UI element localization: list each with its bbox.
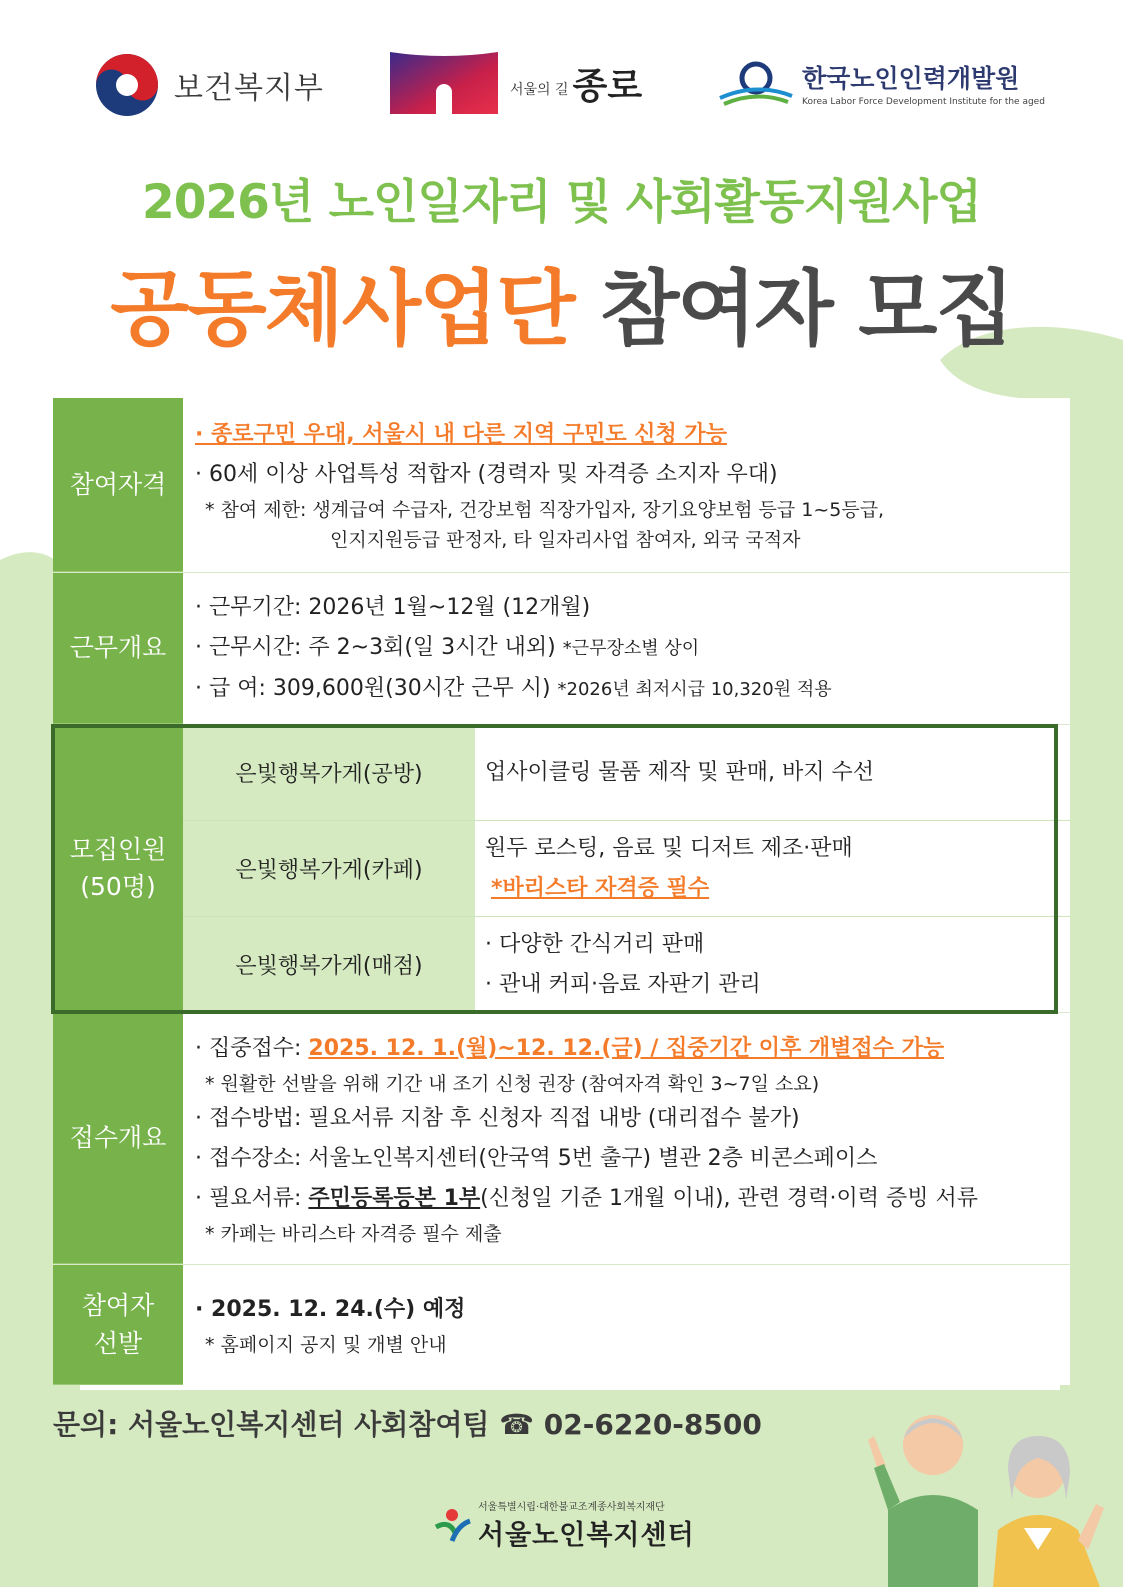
taegeuk-icon	[94, 52, 160, 118]
qualification-note2: 인지지원등급 판정자, 타 일자리사업 참여자, 외국 국적자	[330, 529, 801, 551]
reception-row	[53, 1013, 1070, 1265]
work-period: · 근무기간: 2026년 1월~12월 (12개월)	[195, 594, 591, 620]
reception-intensive: · 집중접수: 2025. 12. 1.(월)~12. 12.(금) / 집중기간 이후 개별접수 가능	[195, 1035, 945, 1061]
selection-date: · 2025. 12. 24.(수) 예정	[195, 1297, 466, 1322]
reception-docs: · 필요서류: 주민등록등본 1부(신청일 기준 1개월 이내), 관련 경력·이력 증빙 서류	[195, 1185, 979, 1211]
kordi-subtitle: Korea Labor Force Development Institute for the aged	[802, 97, 1045, 107]
elderly-man-figure	[868, 1415, 978, 1587]
work-hours: · 근무시간: 주 2~3회(일 3시간 내외) *근무장소별 상이	[195, 634, 700, 660]
info-table	[53, 398, 1070, 1385]
recruit-item	[183, 917, 1070, 1012]
qualification-head: 참여자격	[53, 398, 183, 572]
selection-note: * 홈페이지 공지 및 개별 안내	[205, 1334, 447, 1356]
recruit-item	[183, 821, 1070, 917]
jongno-name: 종로	[572, 65, 643, 107]
elderly-couple-illustration	[838, 1400, 1123, 1587]
elderly-woman-figure	[993, 1436, 1104, 1587]
kordi-emblem-icon	[718, 58, 794, 108]
reception-place: · 접수장소: 서울노인복지센터(안국역 5번 출구) 별관 2층 비콘스페이스	[195, 1145, 878, 1171]
title-line2	[0, 244, 1123, 361]
work-row	[53, 573, 1070, 725]
recruit-item-desc: 업사이클링 물품 제작 및 판매, 바지 수선	[475, 725, 1070, 820]
footer-org-name: 서울노인복지센터	[478, 1520, 695, 1551]
center-emblem-icon	[432, 1505, 472, 1545]
contact-info: 문의: 서울노인복지센터 사회참여팀 ☎ 02-6220-8500	[53, 1408, 762, 1441]
reception-intensive-note: * 원활한 선발을 위해 기간 내 조기 신청 권장 (참여자격 확인 3~7일 소요)	[205, 1072, 820, 1095]
reception-method: · 접수방법: 필요서류 지참 후 신청자 직접 내방 (대리접수 불가)	[195, 1105, 800, 1131]
work-pay: · 급 여: 309,600원(30시간 근무 시) *2026년 최저시급 10,320원 적용	[195, 675, 832, 701]
title-gray: 참여자 모집	[600, 262, 1013, 357]
reception-head: 접수개요	[53, 1013, 183, 1264]
mohw-name: 보건복지부	[174, 71, 324, 106]
recruit-item-desc: · 다양한 간식거리 판매 · 관내 커피·음료 자판기 관리	[475, 917, 1070, 1012]
recruit-head: 모집인원 (50명)	[53, 725, 183, 1012]
work-head: 근무개요	[53, 573, 183, 724]
kordi-name: 한국노인인력개발원	[802, 64, 1020, 93]
selection-row	[53, 1265, 1070, 1385]
barista-required: *바리스타 자격증 필수	[491, 875, 710, 901]
qualification-item1: · 종로구민 우대, 서울시 내 다른 지역 구민도 신청 가능	[195, 422, 727, 447]
jongno-logo	[390, 52, 642, 114]
jongno-gate-icon	[390, 52, 498, 114]
recruit-row	[53, 725, 1070, 1013]
selection-head: 참여자 선발	[53, 1265, 183, 1385]
reception-docs-note: * 카페는 바리스타 자격증 필수 제출	[205, 1222, 502, 1245]
footer-org-small: 서울특별시립·대한불교조계종사회복지재단	[478, 1502, 665, 1513]
kordi-logo	[718, 58, 1045, 108]
jongno-slogan: 서울의 길	[510, 82, 569, 98]
qualification-note1: * 참여 제한: 생계급여 수급자, 건강보험 직장가입자, 장기요양보험 등급 1~5등급,	[205, 499, 885, 521]
qualification-row	[53, 398, 1070, 573]
recruit-item-name: 은빛행복가게(카페)	[183, 821, 475, 916]
qualification-item2: · 60세 이상 사업특성 적합자 (경력자 및 자격증 소지자 우대)	[195, 462, 778, 487]
recruit-item	[183, 725, 1070, 821]
mohw-logo	[94, 52, 324, 118]
recruit-item-desc: 원두 로스팅, 음료 및 디저트 제조·판매 *바리스타 자격증 필수	[475, 821, 1070, 916]
recruit-item-name: 은빛행복가게(매점)	[183, 917, 475, 1012]
title-orange: 공동체사업단	[110, 262, 574, 357]
header-logos	[0, 48, 1123, 128]
recruit-item-name: 은빛행복가게(공방)	[183, 725, 475, 820]
title-line1: 2026년 노인일자리 및 사회활동지원사업	[142, 175, 981, 230]
footer-logo	[432, 1498, 695, 1552]
